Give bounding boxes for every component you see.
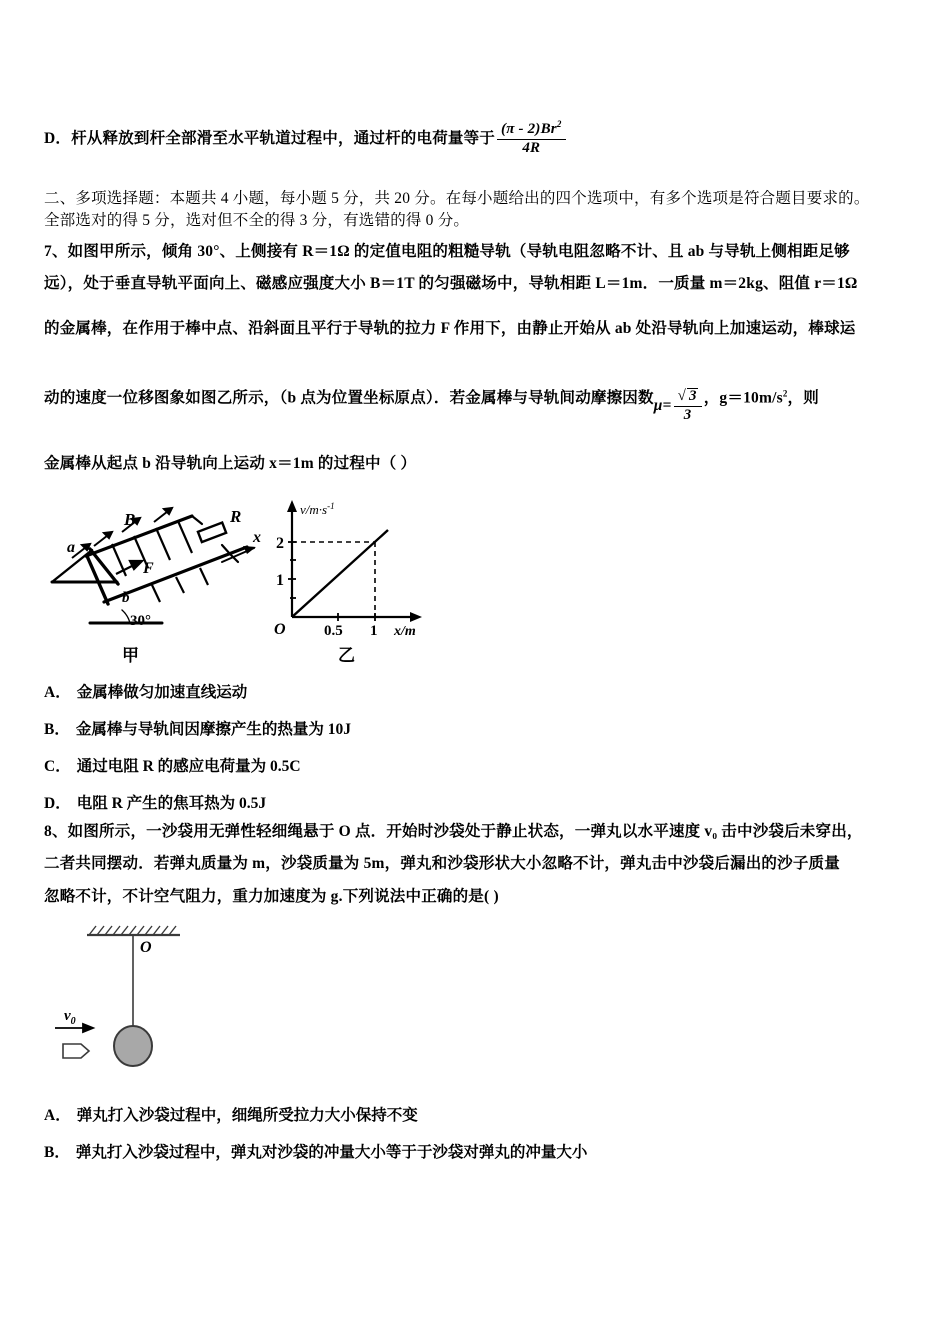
question7-line4-post: ，g＝10m/s	[703, 389, 783, 407]
figure-yi-caption: 乙	[338, 646, 355, 665]
question7-line5: 金属棒从起点 b 沿导轨向上运动 x＝1m 的过程中（ ）	[44, 455, 417, 472]
y-axis-label: $v/m\cdot s^{-1}$	[300, 501, 335, 517]
previous-option-d-text: 杆从释放到杆全部滑至水平轨道过程中，通过杆的电荷量等于	[71, 130, 495, 148]
label-resistor-R: R	[230, 507, 242, 526]
question8-line2: 二者共同摆动．若弹丸质量为 m，沙袋质量为 5m，弹丸和沙袋形状大小忽略不计，弹丸击中沙袋后漏出的沙子质量	[44, 855, 840, 872]
question7-option-c-label: C．	[44, 758, 71, 775]
label-axis-x: x	[253, 529, 261, 546]
label-angle-30: 30°	[130, 613, 151, 629]
question8-line3: 忽略不计，不计空气阻力，重力加速度为 g.下列说法中正确的是( )	[44, 888, 499, 905]
question7-option-c	[44, 754, 301, 776]
question8-option-b-text: 弹丸打入沙袋过程中，弹丸对沙袋的冲量大小等于于沙袋对弹丸的冲量大小	[75, 1144, 588, 1161]
question7-line4-exponent: 2	[782, 388, 788, 399]
charge-formula	[497, 120, 566, 157]
question7-option-a	[44, 680, 247, 702]
question7-option-d-text: 电阻 R 产生的焦耳热为 0.5J	[76, 795, 267, 812]
mu-symbol: μ	[653, 397, 663, 415]
figure-vx-graph	[262, 492, 442, 642]
mu-fraction-numerator: √ 3	[674, 388, 702, 407]
charge-formula-exponent: 2	[556, 119, 562, 129]
label-point-b: b	[122, 590, 130, 606]
mu-equals: =	[662, 397, 672, 415]
friction-coefficient-formula	[654, 388, 704, 424]
question7-option-d-label: D．	[44, 795, 71, 812]
question7-option-d	[44, 791, 266, 813]
question7-option-b	[44, 717, 351, 739]
mu-fraction-denominator: 3	[683, 406, 692, 423]
question8-option-a-text: 弹丸打入沙袋过程中，细绳所受拉力大小保持不变	[76, 1107, 418, 1124]
question7-line2: 远），处于垂直导轨平面向上、磁感应强度大小 B＝1T 的匀强磁场中，导轨相距 L＝1m．一质量 m＝2kg、阻值 r＝1Ω	[44, 275, 858, 292]
label-point-a: a	[67, 539, 75, 556]
question8-option-a-label: A．	[44, 1107, 71, 1124]
figure-inclined-rail	[42, 492, 267, 642]
question8-option-b-label: B．	[44, 1144, 70, 1161]
question7-option-b-text: 金属棒与导轨间因摩擦产生的热量为 10J	[75, 721, 351, 738]
section-heading-line2: 全部选对的得 5 分，选对但不全的得 3 分，有选错的得 0 分。	[44, 212, 470, 229]
mu-fraction	[674, 388, 702, 424]
question7-line1: 7、如图甲所示，倾角 30°、上侧接有 R＝1Ω 的定值电阻的粗糙导轨（导轨电阻忽略不计、且 ab 与导轨上侧相距足够	[44, 243, 850, 260]
question7-line3: 的金属棒，在作用于棒中点、沿斜面且平行于导轨的拉力 F 作用下，由静止开始从 ab 处沿导轨向上加速运动，棒球运	[44, 320, 856, 337]
charge-formula-numerator: (π - 2)Br$^2$	[497, 120, 566, 140]
origin-label: O	[274, 621, 286, 638]
x-tick-1: 1	[370, 623, 378, 639]
question7-option-b-label: B．	[44, 721, 70, 738]
question7-line4	[44, 388, 819, 424]
previous-option-d	[44, 120, 568, 157]
charge-formula-denominator: 4R	[522, 139, 541, 156]
label-force-F: F	[143, 560, 154, 577]
label-field-B: B	[124, 510, 136, 529]
previous-option-d-label: D．	[44, 130, 72, 148]
question7-line4-pre: 动的速度一位移图象如图乙所示，（b 点为位置坐标原点）．若金属棒与导轨间动摩擦因数	[44, 389, 654, 407]
question7-option-c-text: 通过电阻 R 的感应电荷量为 0.5C	[76, 758, 301, 775]
question7-line4-end: ，则	[787, 389, 819, 407]
y-tick-1: 1	[276, 572, 284, 589]
section-heading-line1: 二、多项选择题：本题共 4 小题，每小题 5 分，共 20 分。在每小题给出的四个选项中，有多个选项是符合题目要求的。	[44, 190, 870, 207]
y-tick-2: 2	[276, 535, 284, 552]
figure-jia-caption: 甲	[122, 646, 139, 665]
x-axis-label: x/m	[394, 624, 416, 639]
question8-option-b	[44, 1140, 587, 1162]
figure-pendulum	[45, 922, 260, 1082]
question7-option-a-text: 金属棒做匀加速直线运动	[76, 684, 248, 701]
label-velocity-v0: $v_0$	[64, 1008, 76, 1027]
label-pivot-O: O	[140, 939, 152, 956]
question7-option-a-label: A．	[44, 684, 71, 701]
question8-line1: 8、如图所示，一沙袋用无弹性轻细绳悬于 O 点．开始时沙袋处于静止状态，一弹丸以水平速度 v₀ 击中沙袋后未穿出，	[44, 823, 863, 840]
x-tick-05: 0.5	[324, 623, 343, 639]
question8-option-a	[44, 1103, 418, 1125]
